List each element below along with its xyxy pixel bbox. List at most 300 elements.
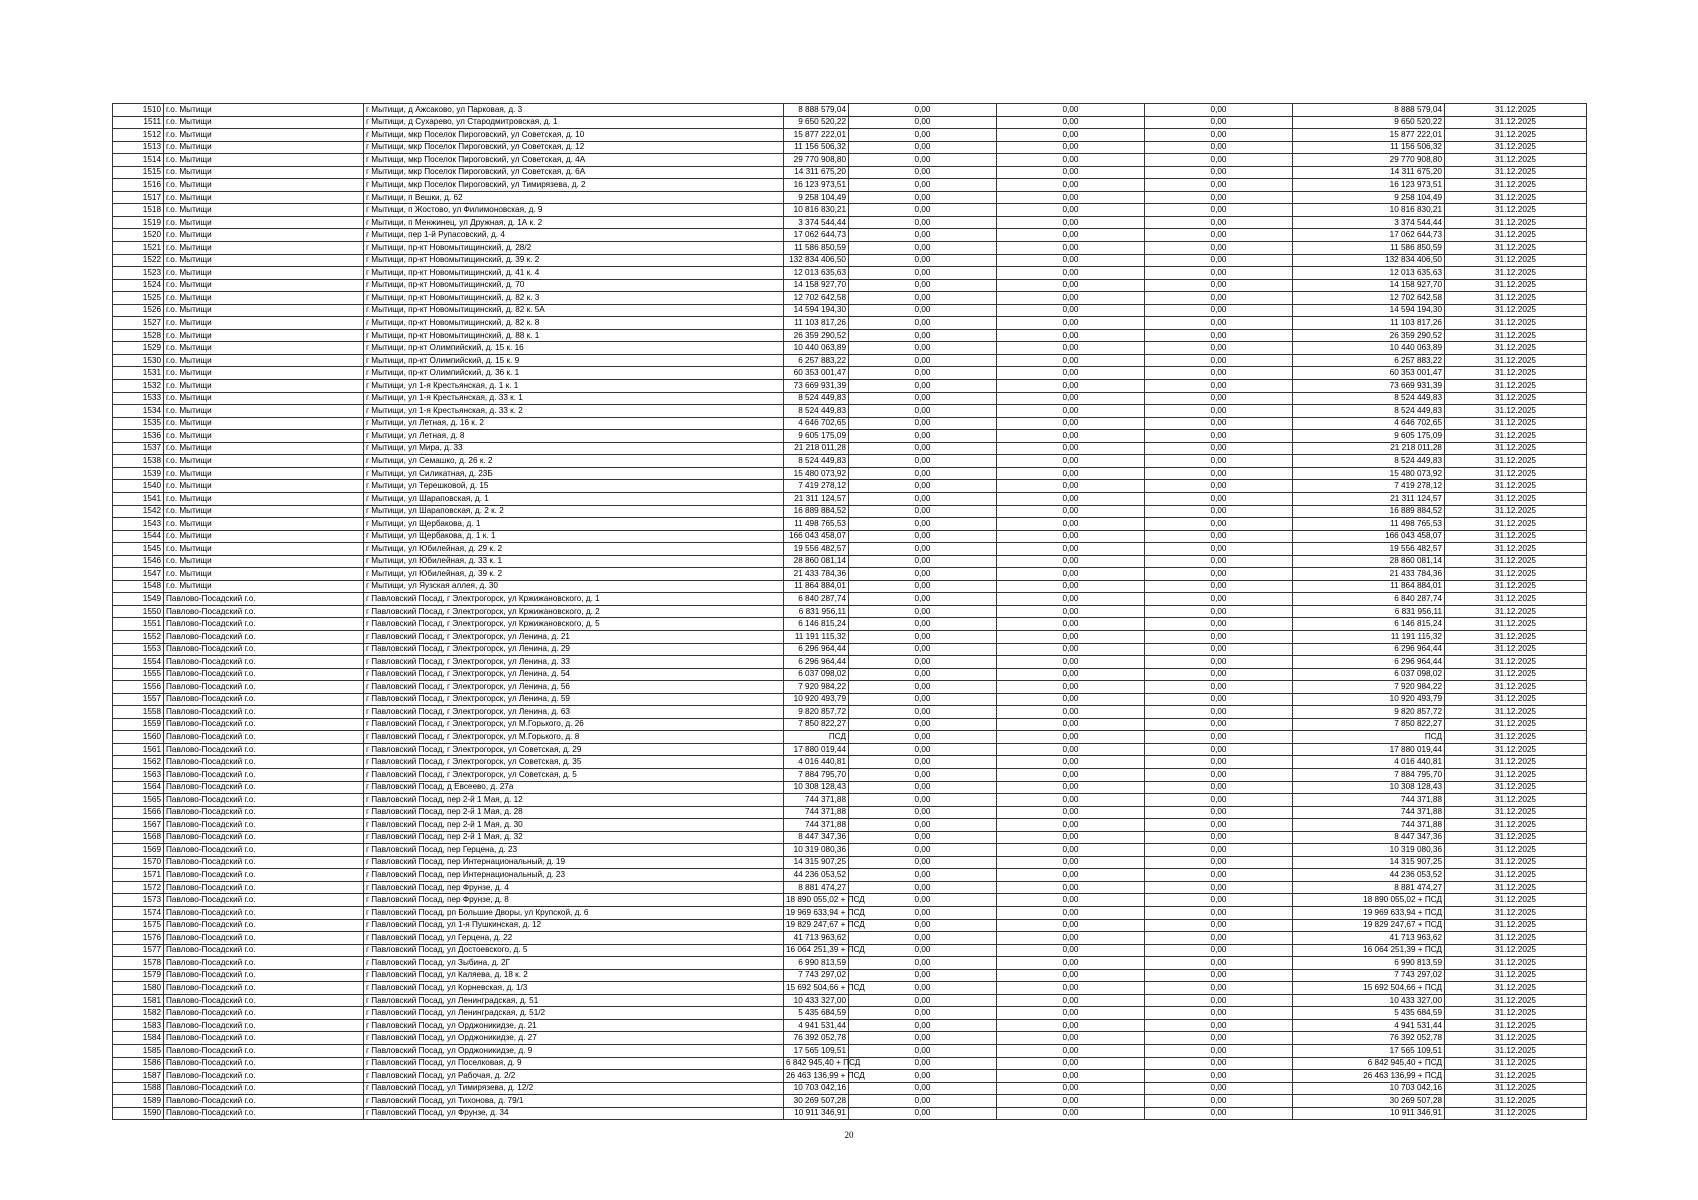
total-cell: 26 359 290,52 <box>1293 329 1445 342</box>
amount-cell: 7 920 984,22 <box>784 681 849 694</box>
row-number: 1528 <box>113 329 164 342</box>
address-cell: г Павловский Посад, г Электрогорск, ул Кржижановского, д. 2 <box>364 605 784 618</box>
zero-cell-2: 0,00 <box>997 254 1145 267</box>
zero-cell-3: 0,00 <box>1145 1019 1293 1032</box>
table-row <box>113 643 1587 656</box>
amount-cell: 7 743 297,02 <box>784 969 849 982</box>
address-cell: г Павловский Посад, г Электрогорск, ул Советская, д. 5 <box>364 768 784 781</box>
deadline-cell: 31.12.2025 <box>1445 380 1587 393</box>
row-number: 1537 <box>113 442 164 455</box>
deadline-cell: 31.12.2025 <box>1445 856 1587 869</box>
table-row <box>113 630 1587 643</box>
municipality-cell: г.о. Мытищи <box>164 518 364 531</box>
municipality-cell: Павлово-Посадский г.о. <box>164 982 364 995</box>
municipality-cell: г.о. Мытищи <box>164 141 364 154</box>
amount-cell: 132 834 406,50 <box>784 254 849 267</box>
deadline-cell: 31.12.2025 <box>1445 831 1587 844</box>
address-cell: г Павловский Посад, ул Орджоникидзе, д. 27 <box>364 1032 784 1045</box>
address-cell: г Мытищи, мкр Поселок Пироговский, ул Советская, д. 6А <box>364 166 784 179</box>
row-number: 1566 <box>113 806 164 819</box>
zero-cell-3: 0,00 <box>1145 430 1293 443</box>
table-row <box>113 580 1587 593</box>
amount-cell: 21 311 124,57 <box>784 492 849 505</box>
table-row <box>113 907 1587 920</box>
total-cell: 16 123 973,51 <box>1293 179 1445 192</box>
table-row <box>113 1082 1587 1095</box>
total-cell: 6 257 883,22 <box>1293 354 1445 367</box>
zero-cell-2: 0,00 <box>997 1070 1145 1083</box>
deadline-cell: 31.12.2025 <box>1445 718 1587 731</box>
zero-cell-1: 0,00 <box>849 292 997 305</box>
row-number: 1576 <box>113 932 164 945</box>
municipality-cell: г.о. Мытищи <box>164 505 364 518</box>
zero-cell-2: 0,00 <box>997 380 1145 393</box>
zero-cell-2: 0,00 <box>997 969 1145 982</box>
deadline-cell: 31.12.2025 <box>1445 982 1587 995</box>
address-cell: г Мытищи, пр-кт Олимпийский, д. 15 к. 16 <box>364 342 784 355</box>
total-cell: 17 880 019,44 <box>1293 743 1445 756</box>
municipality-cell: г.о. Мытищи <box>164 279 364 292</box>
amount-cell: 4 646 702,65 <box>784 417 849 430</box>
table-row <box>113 819 1587 832</box>
zero-cell-3: 0,00 <box>1145 1095 1293 1108</box>
table-row <box>113 442 1587 455</box>
zero-cell-2: 0,00 <box>997 580 1145 593</box>
amount-cell: 19 556 482,57 <box>784 543 849 556</box>
zero-cell-3: 0,00 <box>1145 367 1293 380</box>
row-number: 1562 <box>113 756 164 769</box>
zero-cell-1: 0,00 <box>849 1057 997 1070</box>
address-cell: г Мытищи, ул Силикатная, д. 23Б <box>364 467 784 480</box>
municipality-cell: Павлово-Посадский г.о. <box>164 969 364 982</box>
row-number: 1512 <box>113 129 164 142</box>
zero-cell-3: 0,00 <box>1145 354 1293 367</box>
zero-cell-3: 0,00 <box>1145 580 1293 593</box>
deadline-cell: 31.12.2025 <box>1445 166 1587 179</box>
total-cell: 3 374 544,44 <box>1293 216 1445 229</box>
zero-cell-3: 0,00 <box>1145 693 1293 706</box>
row-number: 1536 <box>113 430 164 443</box>
amount-cell: 16 889 884,52 <box>784 505 849 518</box>
address-cell: г Мытищи, ул Щербакова, д. 1 к. 1 <box>364 530 784 543</box>
zero-cell-2: 0,00 <box>997 718 1145 731</box>
deadline-cell: 31.12.2025 <box>1445 141 1587 154</box>
zero-cell-2: 0,00 <box>997 480 1145 493</box>
table-row <box>113 944 1587 957</box>
address-cell: г Мытищи, пр-кт Олимпийский, д. 15 к. 9 <box>364 354 784 367</box>
deadline-cell: 31.12.2025 <box>1445 781 1587 794</box>
address-cell: г Мытищи, ул Летная, д. 8 <box>364 430 784 443</box>
total-cell: 17 565 109,51 <box>1293 1045 1445 1058</box>
deadline-cell: 31.12.2025 <box>1445 907 1587 920</box>
table-row <box>113 881 1587 894</box>
table-row <box>113 656 1587 669</box>
zero-cell-2: 0,00 <box>997 455 1145 468</box>
amount-cell: 17 062 644,73 <box>784 229 849 242</box>
total-cell: 10 433 327,00 <box>1293 994 1445 1007</box>
deadline-cell: 31.12.2025 <box>1445 1057 1587 1070</box>
deadline-cell: 31.12.2025 <box>1445 492 1587 505</box>
zero-cell-2: 0,00 <box>997 881 1145 894</box>
zero-cell-1: 0,00 <box>849 869 997 882</box>
deadline-cell: 31.12.2025 <box>1445 756 1587 769</box>
municipality-cell: г.о. Мытищи <box>164 292 364 305</box>
municipality-cell: Павлово-Посадский г.о. <box>164 693 364 706</box>
zero-cell-1: 0,00 <box>849 768 997 781</box>
total-cell: 14 311 675,20 <box>1293 166 1445 179</box>
zero-cell-1: 0,00 <box>849 141 997 154</box>
table-row <box>113 568 1587 581</box>
table-row <box>113 129 1587 142</box>
table-row <box>113 794 1587 807</box>
table-row <box>113 919 1587 932</box>
zero-cell-3: 0,00 <box>1145 279 1293 292</box>
deadline-cell: 31.12.2025 <box>1445 442 1587 455</box>
amount-cell: 6 296 964,44 <box>784 643 849 656</box>
row-number: 1521 <box>113 242 164 255</box>
total-cell: 9 258 104,49 <box>1293 191 1445 204</box>
row-number: 1584 <box>113 1032 164 1045</box>
deadline-cell: 31.12.2025 <box>1445 204 1587 217</box>
table-row <box>113 204 1587 217</box>
municipality-cell: г.о. Мытищи <box>164 530 364 543</box>
zero-cell-2: 0,00 <box>997 141 1145 154</box>
municipality-cell: г.о. Мытищи <box>164 580 364 593</box>
row-number: 1571 <box>113 869 164 882</box>
total-cell: 19 969 633,94 + ПСД <box>1293 907 1445 920</box>
zero-cell-2: 0,00 <box>997 216 1145 229</box>
zero-cell-2: 0,00 <box>997 643 1145 656</box>
zero-cell-1: 0,00 <box>849 681 997 694</box>
amount-cell: 19 969 633,94 + ПСД <box>784 907 849 920</box>
address-cell: г Павловский Посад, г Электрогорск, ул Советская, д. 35 <box>364 756 784 769</box>
municipality-cell: Павлово-Посадский г.о. <box>164 743 364 756</box>
total-cell: 41 713 963,62 <box>1293 932 1445 945</box>
deadline-cell: 31.12.2025 <box>1445 530 1587 543</box>
amount-cell: 11 498 765,53 <box>784 518 849 531</box>
zero-cell-1: 0,00 <box>849 718 997 731</box>
address-cell: г Павловский Посад, пер 2-й 1 Мая, д. 32 <box>364 831 784 844</box>
total-cell: 6 037 098,02 <box>1293 668 1445 681</box>
total-cell: 8 524 449,83 <box>1293 392 1445 405</box>
address-cell: г Мытищи, ул Юбилейная, д. 39 к. 2 <box>364 568 784 581</box>
zero-cell-2: 0,00 <box>997 342 1145 355</box>
total-cell: 14 158 927,70 <box>1293 279 1445 292</box>
zero-cell-3: 0,00 <box>1145 1032 1293 1045</box>
zero-cell-1: 0,00 <box>849 254 997 267</box>
zero-cell-2: 0,00 <box>997 706 1145 719</box>
zero-cell-2: 0,00 <box>997 831 1145 844</box>
table-row <box>113 480 1587 493</box>
row-number: 1514 <box>113 154 164 167</box>
zero-cell-1: 0,00 <box>849 580 997 593</box>
row-number: 1570 <box>113 856 164 869</box>
zero-cell-3: 0,00 <box>1145 668 1293 681</box>
zero-cell-1: 0,00 <box>849 1019 997 1032</box>
zero-cell-2: 0,00 <box>997 919 1145 932</box>
row-number: 1518 <box>113 204 164 217</box>
total-cell: 11 191 115,32 <box>1293 630 1445 643</box>
amount-cell: 10 308 128,43 <box>784 781 849 794</box>
deadline-cell: 31.12.2025 <box>1445 706 1587 719</box>
zero-cell-2: 0,00 <box>997 1095 1145 1108</box>
zero-cell-1: 0,00 <box>849 982 997 995</box>
row-number: 1577 <box>113 944 164 957</box>
deadline-cell: 31.12.2025 <box>1445 969 1587 982</box>
zero-cell-1: 0,00 <box>849 354 997 367</box>
municipality-cell: Павлово-Посадский г.о. <box>164 618 364 631</box>
table-row <box>113 141 1587 154</box>
amount-cell: 76 392 052,78 <box>784 1032 849 1045</box>
deadline-cell: 31.12.2025 <box>1445 957 1587 970</box>
total-cell: 76 392 052,78 <box>1293 1032 1445 1045</box>
table-row <box>113 405 1587 418</box>
amount-cell: 41 713 963,62 <box>784 932 849 945</box>
zero-cell-2: 0,00 <box>997 129 1145 142</box>
deadline-cell: 31.12.2025 <box>1445 1107 1587 1120</box>
deadline-cell: 31.12.2025 <box>1445 1045 1587 1058</box>
row-number: 1549 <box>113 593 164 606</box>
row-number: 1556 <box>113 681 164 694</box>
row-number: 1526 <box>113 304 164 317</box>
deadline-cell: 31.12.2025 <box>1445 1007 1587 1020</box>
row-number: 1544 <box>113 530 164 543</box>
row-number: 1564 <box>113 781 164 794</box>
zero-cell-3: 0,00 <box>1145 819 1293 832</box>
zero-cell-3: 0,00 <box>1145 706 1293 719</box>
address-cell: г Павловский Посад, г Электрогорск, ул Ленина, д. 54 <box>364 668 784 681</box>
total-cell: 15 480 073,92 <box>1293 467 1445 480</box>
table-row <box>113 380 1587 393</box>
total-cell: 29 770 908,80 <box>1293 154 1445 167</box>
table-row <box>113 1045 1587 1058</box>
amount-cell: 18 890 055,02 + ПСД <box>784 894 849 907</box>
zero-cell-3: 0,00 <box>1145 844 1293 857</box>
municipality-cell: г.о. Мытищи <box>164 405 364 418</box>
address-cell: г Павловский Посад, г Электрогорск, ул Ленина, д. 56 <box>364 681 784 694</box>
total-cell: 12 013 635,63 <box>1293 267 1445 280</box>
table-row <box>113 430 1587 443</box>
zero-cell-2: 0,00 <box>997 430 1145 443</box>
address-cell: г Мытищи, мкр Поселок Пироговский, ул Советская, д. 10 <box>364 129 784 142</box>
municipality-cell: Павлово-Посадский г.о. <box>164 856 364 869</box>
address-cell: г Мытищи, ул 1-я Крестьянская, д. 33 к. 1 <box>364 392 784 405</box>
total-cell: 30 269 507,28 <box>1293 1095 1445 1108</box>
zero-cell-3: 0,00 <box>1145 129 1293 142</box>
table-row <box>113 869 1587 882</box>
amount-cell: 744 371,88 <box>784 794 849 807</box>
deadline-cell: 31.12.2025 <box>1445 630 1587 643</box>
municipality-cell: г.о. Мытищи <box>164 568 364 581</box>
zero-cell-2: 0,00 <box>997 806 1145 819</box>
amount-cell: 14 311 675,20 <box>784 166 849 179</box>
deadline-cell: 31.12.2025 <box>1445 643 1587 656</box>
zero-cell-1: 0,00 <box>849 831 997 844</box>
municipality-cell: Павлово-Посадский г.о. <box>164 656 364 669</box>
zero-cell-2: 0,00 <box>997 844 1145 857</box>
row-number: 1580 <box>113 982 164 995</box>
zero-cell-1: 0,00 <box>849 279 997 292</box>
zero-cell-1: 0,00 <box>849 242 997 255</box>
zero-cell-1: 0,00 <box>849 643 997 656</box>
row-number: 1581 <box>113 994 164 1007</box>
zero-cell-1: 0,00 <box>849 881 997 894</box>
deadline-cell: 31.12.2025 <box>1445 229 1587 242</box>
table-row <box>113 267 1587 280</box>
row-number: 1541 <box>113 492 164 505</box>
municipality-cell: г.о. Мытищи <box>164 543 364 556</box>
deadline-cell: 31.12.2025 <box>1445 580 1587 593</box>
total-cell: 60 353 001,47 <box>1293 367 1445 380</box>
zero-cell-1: 0,00 <box>849 731 997 744</box>
deadline-cell: 31.12.2025 <box>1445 819 1587 832</box>
zero-cell-3: 0,00 <box>1145 1107 1293 1120</box>
total-cell: 4 941 531,44 <box>1293 1019 1445 1032</box>
amount-cell: 6 296 964,44 <box>784 656 849 669</box>
table-row <box>113 894 1587 907</box>
zero-cell-1: 0,00 <box>849 706 997 719</box>
table-row <box>113 856 1587 869</box>
row-number: 1582 <box>113 1007 164 1020</box>
zero-cell-1: 0,00 <box>849 605 997 618</box>
zero-cell-2: 0,00 <box>997 405 1145 418</box>
municipality-cell: г.о. Мытищи <box>164 392 364 405</box>
address-cell: г Павловский Посад, ул Герцена, д. 22 <box>364 932 784 945</box>
zero-cell-2: 0,00 <box>997 618 1145 631</box>
address-cell: г Павловский Посад, ул Фрунзе, д. 34 <box>364 1107 784 1120</box>
zero-cell-2: 0,00 <box>997 894 1145 907</box>
row-number: 1533 <box>113 392 164 405</box>
municipality-cell: г.о. Мытищи <box>164 430 364 443</box>
deadline-cell: 31.12.2025 <box>1445 518 1587 531</box>
total-cell: 10 920 493,79 <box>1293 693 1445 706</box>
address-cell: г Мытищи, ул Щербакова, д. 1 <box>364 518 784 531</box>
row-number: 1553 <box>113 643 164 656</box>
zero-cell-2: 0,00 <box>997 756 1145 769</box>
zero-cell-3: 0,00 <box>1145 831 1293 844</box>
total-cell: 10 319 080,36 <box>1293 844 1445 857</box>
deadline-cell: 31.12.2025 <box>1445 555 1587 568</box>
zero-cell-3: 0,00 <box>1145 191 1293 204</box>
zero-cell-1: 0,00 <box>849 543 997 556</box>
address-cell: г Мытищи, пр-кт Новомытищинский, д. 82 к. 5А <box>364 304 784 317</box>
row-number: 1535 <box>113 417 164 430</box>
amount-cell: 7 419 278,12 <box>784 480 849 493</box>
address-cell: г Павловский Посад, г Электрогорск, ул М.Горького, д. 26 <box>364 718 784 731</box>
deadline-cell: 31.12.2025 <box>1445 279 1587 292</box>
municipality-cell: г.о. Мытищи <box>164 329 364 342</box>
deadline-cell: 31.12.2025 <box>1445 618 1587 631</box>
table-row <box>113 831 1587 844</box>
zero-cell-2: 0,00 <box>997 229 1145 242</box>
zero-cell-2: 0,00 <box>997 492 1145 505</box>
zero-cell-3: 0,00 <box>1145 555 1293 568</box>
municipality-cell: г.о. Мытищи <box>164 555 364 568</box>
zero-cell-3: 0,00 <box>1145 242 1293 255</box>
amount-cell: 16 123 973,51 <box>784 179 849 192</box>
row-number: 1568 <box>113 831 164 844</box>
amount-cell: 6 990 813,59 <box>784 957 849 970</box>
row-number: 1586 <box>113 1057 164 1070</box>
total-cell: 73 669 931,39 <box>1293 380 1445 393</box>
deadline-cell: 31.12.2025 <box>1445 994 1587 1007</box>
total-cell: 16 889 884,52 <box>1293 505 1445 518</box>
address-cell: г Павловский Посад, ул Тихонова, д. 79/1 <box>364 1095 784 1108</box>
municipality-cell: Павлово-Посадский г.о. <box>164 1019 364 1032</box>
zero-cell-3: 0,00 <box>1145 518 1293 531</box>
zero-cell-1: 0,00 <box>849 392 997 405</box>
row-number: 1578 <box>113 957 164 970</box>
address-cell: г Мытищи, п Вешки, д. 62 <box>364 191 784 204</box>
amount-cell: 11 586 850,59 <box>784 242 849 255</box>
municipality-cell: Павлово-Посадский г.о. <box>164 881 364 894</box>
zero-cell-3: 0,00 <box>1145 530 1293 543</box>
total-cell: 44 236 053,52 <box>1293 869 1445 882</box>
zero-cell-3: 0,00 <box>1145 756 1293 769</box>
row-number: 1540 <box>113 480 164 493</box>
address-cell: г Павловский Посад, г Электрогорск, ул Ленина, д. 29 <box>364 643 784 656</box>
address-cell: г Павловский Посад, ул Тимирязева, д. 12/2 <box>364 1082 784 1095</box>
municipality-cell: Павлово-Посадский г.о. <box>164 768 364 781</box>
deadline-cell: 31.12.2025 <box>1445 480 1587 493</box>
deadline-cell: 31.12.2025 <box>1445 681 1587 694</box>
zero-cell-2: 0,00 <box>997 166 1145 179</box>
zero-cell-1: 0,00 <box>849 367 997 380</box>
amount-cell: 19 829 247,67 + ПСД <box>784 919 849 932</box>
amount-cell: 9 605 175,09 <box>784 430 849 443</box>
table-row <box>113 191 1587 204</box>
deadline-cell: 31.12.2025 <box>1445 430 1587 443</box>
deadline-cell: 31.12.2025 <box>1445 467 1587 480</box>
total-cell: 6 831 956,11 <box>1293 605 1445 618</box>
row-number: 1551 <box>113 618 164 631</box>
zero-cell-2: 0,00 <box>997 104 1145 117</box>
zero-cell-1: 0,00 <box>849 267 997 280</box>
total-cell: 8 888 579,04 <box>1293 104 1445 117</box>
row-number: 1565 <box>113 794 164 807</box>
municipality-cell: Павлово-Посадский г.о. <box>164 731 364 744</box>
address-cell: г Мытищи, ул 1-я Крестьянская, д. 1 к. 1 <box>364 380 784 393</box>
table-row <box>113 781 1587 794</box>
zero-cell-3: 0,00 <box>1145 543 1293 556</box>
zero-cell-2: 0,00 <box>997 304 1145 317</box>
table-row <box>113 304 1587 317</box>
municipality-cell: г.о. Мытищи <box>164 254 364 267</box>
amount-cell: 8 524 449,83 <box>784 455 849 468</box>
address-cell: г Павловский Посад, пер Герцена, д. 23 <box>364 844 784 857</box>
table-row <box>113 806 1587 819</box>
address-cell: г Мытищи, пер 1-й Рупасовский, д. 4 <box>364 229 784 242</box>
zero-cell-3: 0,00 <box>1145 969 1293 982</box>
zero-cell-2: 0,00 <box>997 768 1145 781</box>
deadline-cell: 31.12.2025 <box>1445 1082 1587 1095</box>
amount-cell: 11 864 884,01 <box>784 580 849 593</box>
zero-cell-3: 0,00 <box>1145 919 1293 932</box>
zero-cell-2: 0,00 <box>997 1057 1145 1070</box>
deadline-cell: 31.12.2025 <box>1445 191 1587 204</box>
zero-cell-1: 0,00 <box>849 743 997 756</box>
address-cell: г Павловский Посад, ул Каляева, д. 18 к. 2 <box>364 969 784 982</box>
amount-cell: 9 258 104,49 <box>784 191 849 204</box>
address-cell: г Павловский Посад, ул Достоевского, д. 5 <box>364 944 784 957</box>
zero-cell-2: 0,00 <box>997 204 1145 217</box>
zero-cell-1: 0,00 <box>849 179 997 192</box>
municipality-cell: Павлово-Посадский г.о. <box>164 593 364 606</box>
deadline-cell: 31.12.2025 <box>1445 367 1587 380</box>
zero-cell-2: 0,00 <box>997 442 1145 455</box>
amount-cell: 60 353 001,47 <box>784 367 849 380</box>
municipality-cell: Павлово-Посадский г.о. <box>164 1057 364 1070</box>
